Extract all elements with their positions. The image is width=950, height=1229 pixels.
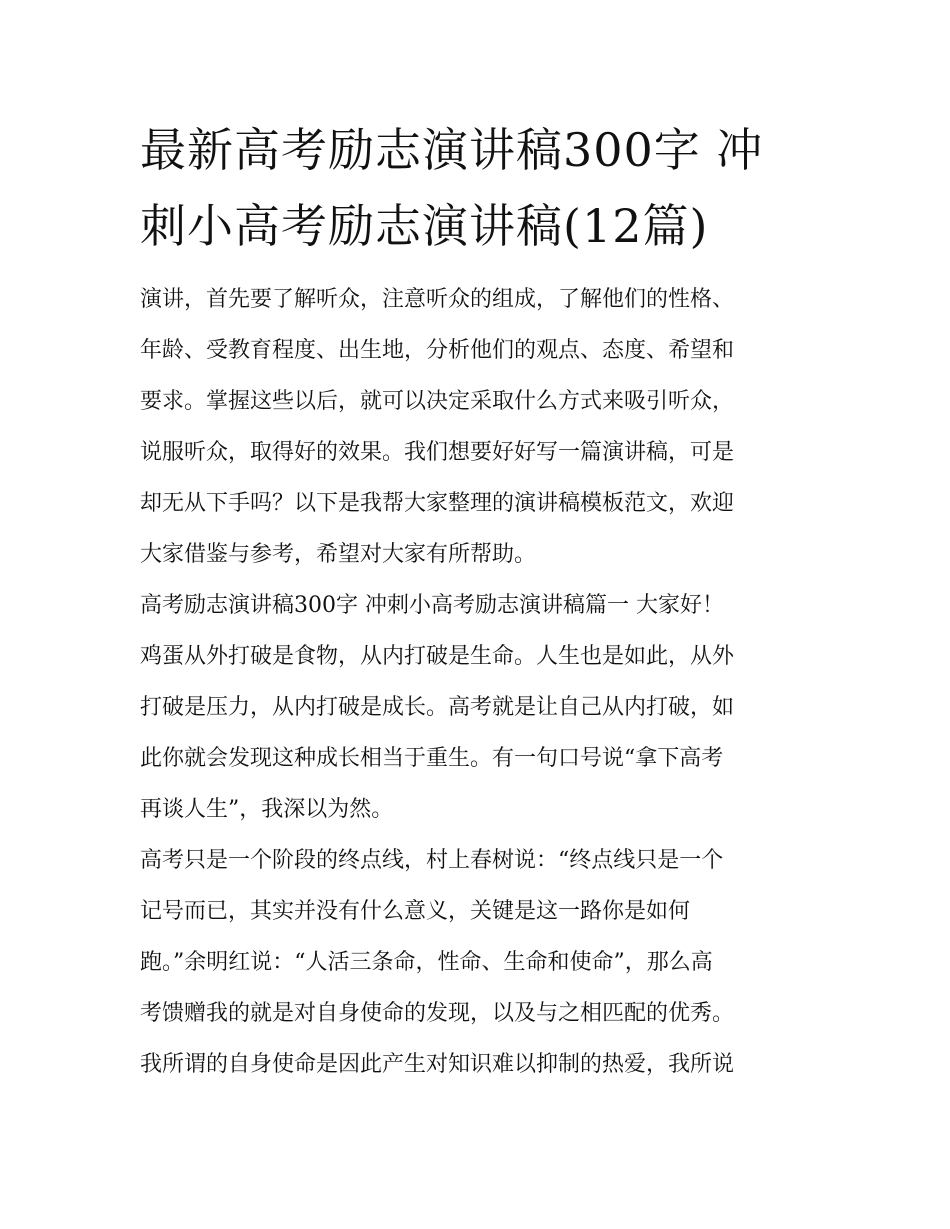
- text-line: 演讲，首先要了解听众，注意听众的组成，了解他们的性格、: [140, 287, 735, 312]
- text-line: 我所谓的自身使命是因此产生对知识难以抑制的热爱，我所说: [140, 1052, 735, 1077]
- text-line: 跑。”余明红说：“人活三条命，性命、生命和使命”，那么高: [140, 950, 713, 975]
- text-line: 高考励志演讲稿300字 冲刺小高考励志演讲稿篇一 大家好！: [140, 593, 724, 618]
- text-line: 记号而已，其实并没有什么意义，关键是这一路你是如何: [140, 899, 691, 924]
- text-line: 说服听众，取得好的效果。我们想要好好写一篇演讲稿，可是: [140, 440, 735, 465]
- text-line: 打破是压力，从内打破是成长。高考就是让自己从内打破，如: [140, 695, 735, 720]
- document-page: [140, 112, 812, 1090]
- text-line: 大家借鉴与参考，希望对大家有所帮助。: [140, 542, 537, 567]
- text-line: 高考只是一个阶段的终点线，村上春树说：“终点线只是一个: [140, 848, 724, 873]
- title-line: 刺小高考励志演讲稿(12篇): [140, 199, 709, 253]
- text-line: 年龄、受教育程度、出生地，分析他们的观点、态度、希望和: [140, 338, 735, 363]
- text-line: 此你就会发现这种成长相当于重生。有一句口号说“拿下高考: [140, 746, 724, 771]
- paragraph-speech-one: [140, 580, 812, 835]
- paragraph-intro: [140, 274, 812, 580]
- paragraph-finish-line: [140, 835, 812, 1090]
- text-line: 再谈人生”，我深以为然。: [140, 797, 394, 822]
- title-line: 最新高考励志演讲稿300字 冲: [140, 123, 764, 177]
- text-line: 却无从下手吗？以下是我帮大家整理的演讲稿模板范文，欢迎: [140, 491, 735, 516]
- text-line: 鸡蛋从外打破是食物，从内打破是生命。人生也是如此，从外: [140, 644, 735, 669]
- document-title: [140, 112, 812, 264]
- text-line: 要求。掌握这些以后，就可以决定采取什么方式来吸引听众，: [140, 389, 735, 414]
- text-line: 考馈赠我的就是对自身使命的发现，以及与之相匹配的优秀。: [140, 1001, 735, 1026]
